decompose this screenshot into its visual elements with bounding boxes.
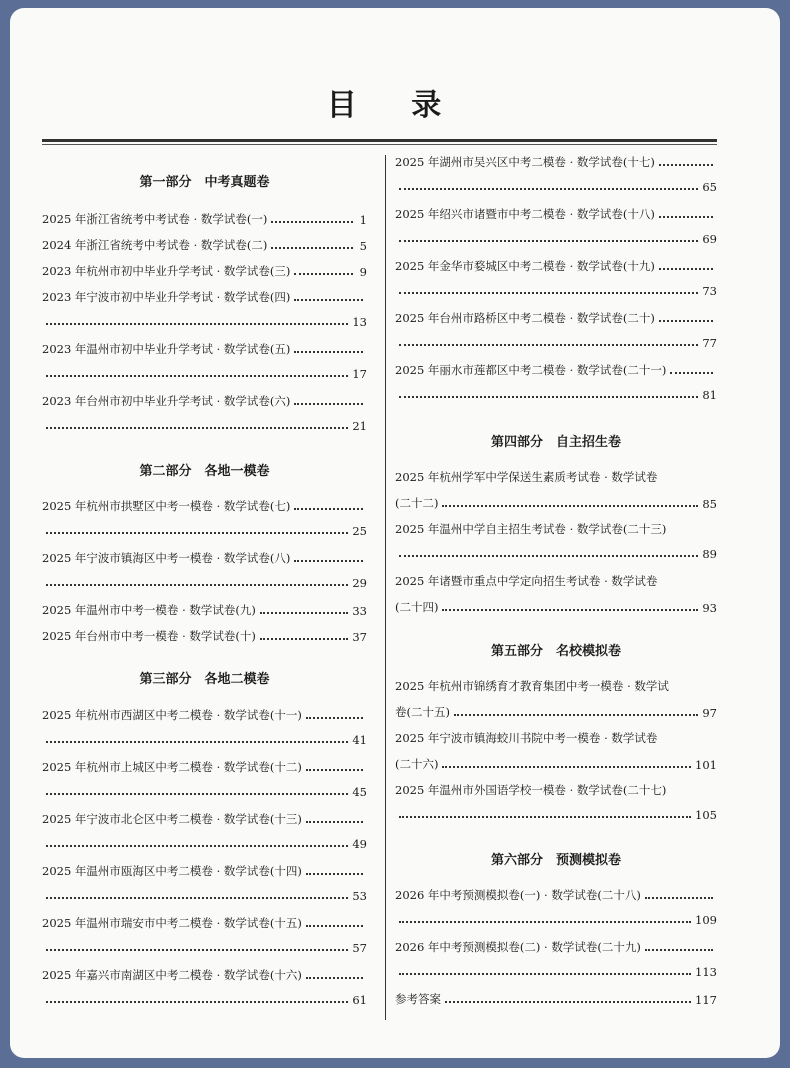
title-rule-thin <box>42 144 717 145</box>
section-heading-1: 第一部分 中考真题卷 <box>139 175 270 190</box>
toc-entry[interactable]: 2025 年杭州市西湖区中考二模卷 · 数学试卷(十一) <box>42 707 367 723</box>
toc-entry[interactable]: 2025 年杭州学军中学保送生素质考试卷 · 数学试卷 <box>395 470 658 484</box>
toc-entry[interactable]: 2023 年宁波市初中毕业升学考试 · 数学试卷(四) <box>42 289 367 305</box>
toc-entry[interactable]: 2025 年温州市瑞安市中考二模卷 · 数学试卷(十五) <box>42 915 367 931</box>
toc-entry-page[interactable]: 81 <box>395 388 717 402</box>
toc-entry[interactable]: 2025 年宁波市北仑区中考二模卷 · 数学试卷(十三) <box>42 811 367 827</box>
toc-entry-page[interactable]: 109 <box>395 913 717 927</box>
toc-entry-page[interactable]: 65 <box>395 180 717 194</box>
section-heading-4: 第四部分 自主招生卷 <box>490 435 621 450</box>
toc-entry[interactable]: 2025 年湖州市吴兴区中考二模卷 · 数学试卷(十七) <box>395 154 717 170</box>
toc-entry[interactable]: 2025 年浙江省统考中考试卷 · 数学试卷(一) 1 <box>42 212 367 227</box>
toc-entry-cont[interactable]: (二十四) 93 <box>395 600 717 615</box>
toc-entry[interactable]: 2024 年浙江省统考中考试卷 · 数学试卷(二) 5 <box>42 238 367 253</box>
toc-entry-page[interactable]: 69 <box>395 232 717 246</box>
toc-entry[interactable]: 2023 年温州市初中毕业升学考试 · 数学试卷(五) <box>42 341 367 357</box>
toc-entry[interactable]: 2025 年嘉兴市南湖区中考二模卷 · 数学试卷(十六) <box>42 967 367 983</box>
toc-entry-page[interactable]: 49 <box>42 837 367 851</box>
toc-entry-page[interactable]: 113 <box>395 965 717 979</box>
toc-entry[interactable]: 2025 年宁波市镇海区中考一模卷 · 数学试卷(八) <box>42 550 367 566</box>
toc-entry-cont[interactable]: 卷(二十五) 97 <box>395 705 717 720</box>
toc-entry[interactable]: 2025 年诸暨市重点中学定向招生考试卷 · 数学试卷 <box>395 574 658 588</box>
document-page <box>10 8 780 1058</box>
toc-entry-page[interactable]: 77 <box>395 336 717 350</box>
toc-entry[interactable]: 2025 年温州市中考一模卷 · 数学试卷(九) 33 <box>42 603 367 618</box>
page-title: 目 录 <box>326 88 464 123</box>
toc-entry[interactable]: 2025 年杭州市上城区中考二模卷 · 数学试卷(十二) <box>42 759 367 775</box>
section-heading-6: 第六部分 预测模拟卷 <box>490 853 621 868</box>
toc-entry[interactable]: 2023 年杭州市初中毕业升学考试 · 数学试卷(三) 9 <box>42 264 367 279</box>
toc-entry[interactable]: 2025 年温州中学自主招生考试卷 · 数学试卷(二十三) <box>395 522 667 536</box>
toc-entry-page[interactable]: 13 <box>42 315 367 329</box>
toc-entry[interactable]: 2025 年宁波市镇海蛟川书院中考一模卷 · 数学试卷 <box>395 731 658 745</box>
title-rule <box>42 139 717 142</box>
toc-entry-page[interactable]: 105 <box>395 808 717 822</box>
toc-entry-cont[interactable]: (二十六) 101 <box>395 757 717 772</box>
toc-entry-page[interactable]: 61 <box>42 993 367 1007</box>
toc-entry-page[interactable]: 17 <box>42 367 367 381</box>
column-divider <box>385 155 386 1020</box>
toc-entry-answers[interactable]: 参考答案 117 <box>395 992 717 1007</box>
toc-entry-page[interactable]: 25 <box>42 524 367 538</box>
toc-entry-page[interactable]: 41 <box>42 733 367 747</box>
section-heading-5: 第五部分 名校模拟卷 <box>490 644 621 659</box>
toc-entry[interactable]: 2025 年丽水市莲都区中考二模卷 · 数学试卷(二十一) <box>395 362 717 378</box>
toc-entry-page[interactable]: 45 <box>42 785 367 799</box>
toc-entry[interactable]: 2026 年中考预测模拟卷(二) · 数学试卷(二十九) <box>395 939 717 955</box>
toc-entry[interactable]: 2025 年台州市中考一模卷 · 数学试卷(十) 37 <box>42 629 367 644</box>
toc-entry[interactable]: 2025 年温州市外国语学校一模卷 · 数学试卷(二十七) <box>395 783 667 797</box>
toc-entry-page[interactable]: 53 <box>42 889 367 903</box>
toc-entry[interactable]: 2025 年台州市路桥区中考二模卷 · 数学试卷(二十) <box>395 310 717 326</box>
section-heading-3: 第三部分 各地二模卷 <box>139 672 270 687</box>
toc-entry-page[interactable]: 57 <box>42 941 367 955</box>
toc-entry[interactable]: 2023 年台州市初中毕业升学考试 · 数学试卷(六) <box>42 393 367 409</box>
toc-entry-page[interactable]: 21 <box>42 419 367 433</box>
toc-entry[interactable]: 2025 年绍兴市诸暨市中考二模卷 · 数学试卷(十八) <box>395 206 717 222</box>
toc-entry[interactable]: 2025 年温州市瓯海区中考二模卷 · 数学试卷(十四) <box>42 863 367 879</box>
toc-entry[interactable]: 2025 年金华市婺城区中考二模卷 · 数学试卷(十九) <box>395 258 717 274</box>
toc-entry[interactable]: 2025 年杭州市拱墅区中考一模卷 · 数学试卷(七) <box>42 498 367 514</box>
section-heading-2: 第二部分 各地一模卷 <box>139 464 270 479</box>
toc-entry-page[interactable]: 89 <box>395 547 717 561</box>
toc-entry[interactable]: 2025 年杭州市锦绣育才教育集团中考一模卷 · 数学试 <box>395 679 669 693</box>
toc-entry-cont[interactable]: (二十二) 85 <box>395 496 717 511</box>
toc-entry-page[interactable]: 73 <box>395 284 717 298</box>
toc-entry[interactable]: 2026 年中考预测模拟卷(一) · 数学试卷(二十八) <box>395 887 717 903</box>
toc-entry-page[interactable]: 29 <box>42 576 367 590</box>
